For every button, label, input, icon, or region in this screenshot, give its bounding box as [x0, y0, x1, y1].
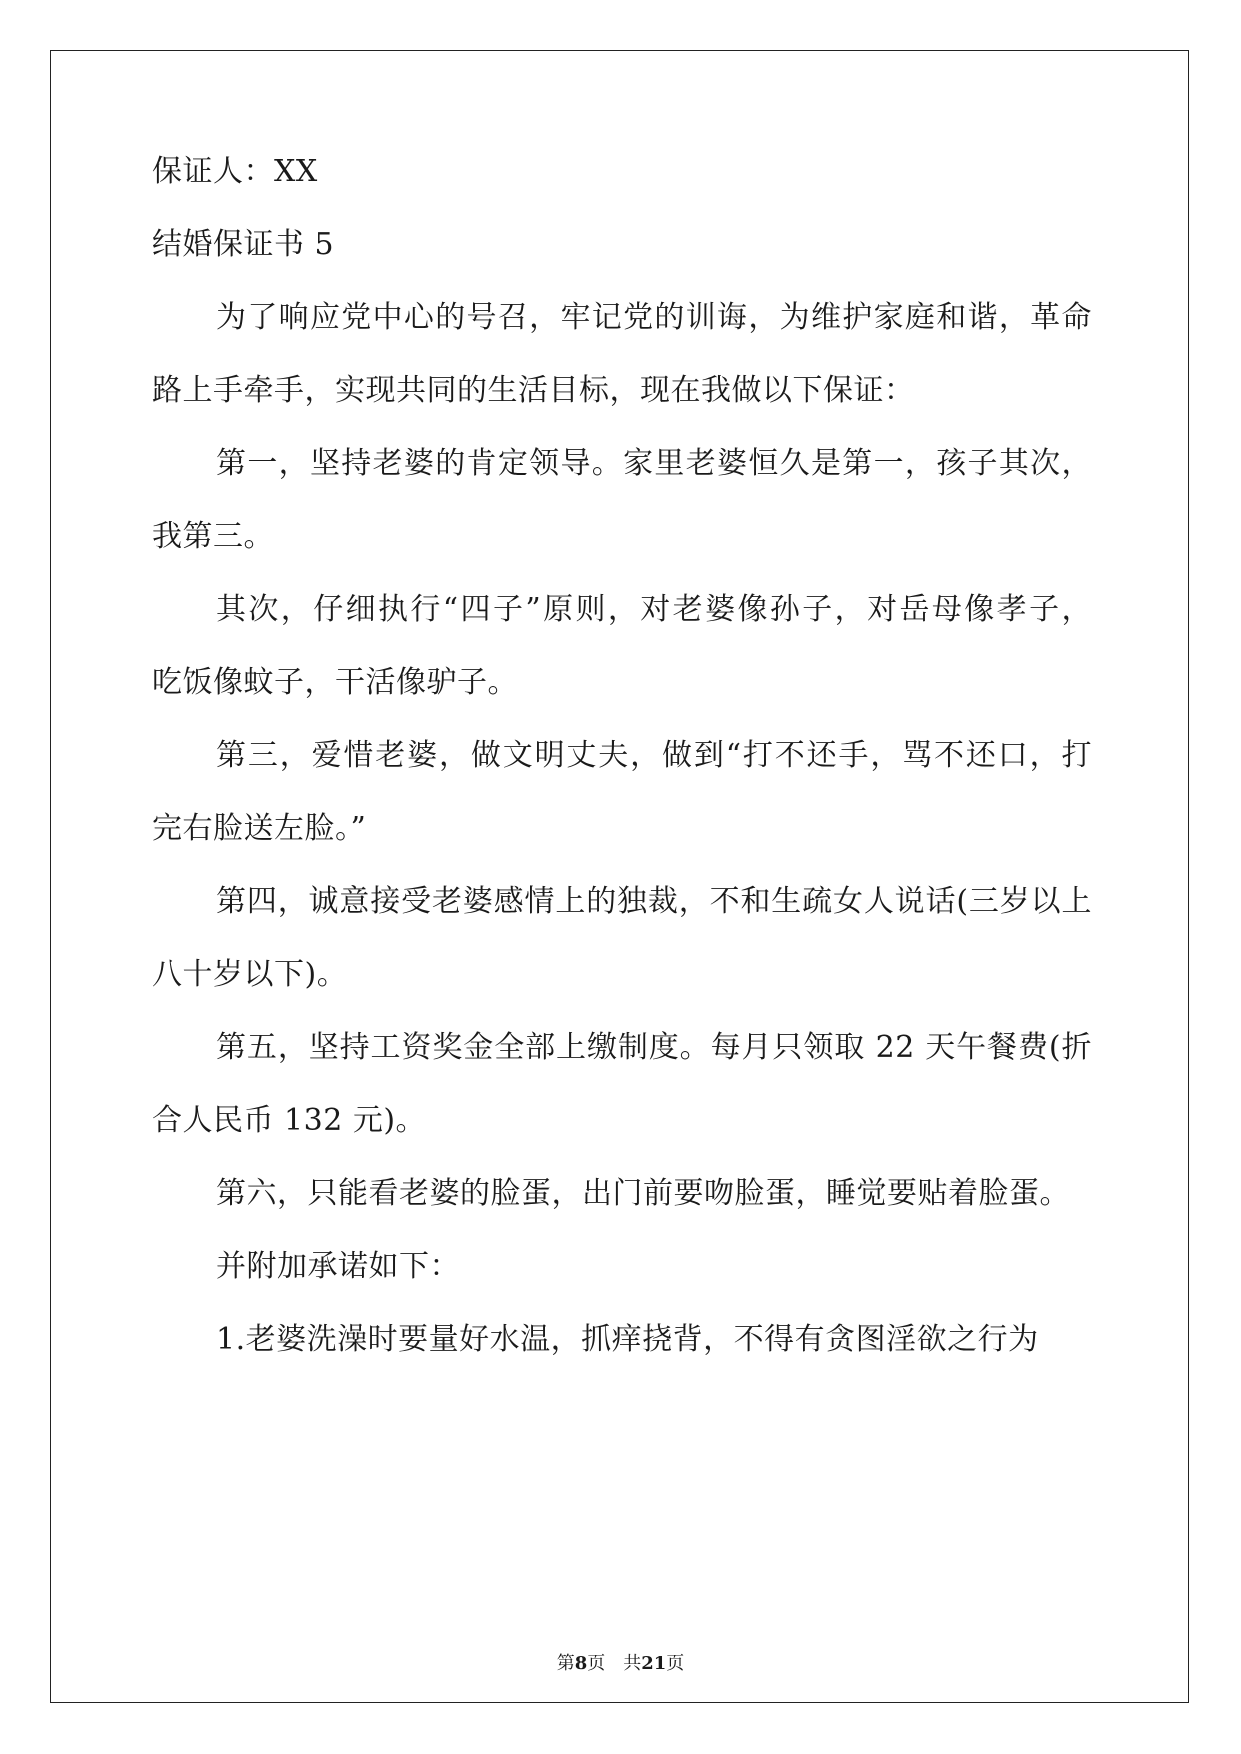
paragraph-line: 其次，仔细执行“四子”原则，对老婆像孙子，对岳母像孝子， [216, 592, 1092, 627]
section-heading: 结婚保证书 5 [152, 227, 335, 262]
page-prefix: 第 [556, 1653, 575, 1674]
page-number: 8 [574, 1653, 588, 1674]
total-prefix: 共 [623, 1653, 642, 1674]
paragraph-line: 八十岁以下)。 [152, 957, 348, 992]
page-suffix: 页 [587, 1653, 606, 1674]
paragraph-line: 我第三。 [152, 519, 274, 554]
paragraph-line: 路上手牵手，实现共同的生活目标，现在我做以下保证： [152, 373, 915, 408]
paragraph-line: 第三，爱惜老婆，做文明丈夫，做到“打不还手，骂不还口，打 [216, 738, 1092, 773]
paragraph-line: 第五，坚持工资奖金全部上缴制度。每月只领取 22 天午餐费(折 [216, 1030, 1092, 1065]
paragraph-line: 第四，诚意接受老婆感情上的独裁，不和生疏女人说话(三岁以上 [216, 884, 1092, 919]
list-item: 1.老婆洗澡时要量好水温，抓痒挠背，不得有贪图淫欲之行为 [216, 1322, 1039, 1357]
guarantor-line: 保证人：XX [152, 154, 318, 189]
paragraph-line: 为了响应党中心的号召，牢记党的训诲，为维护家庭和谐，革命 [216, 300, 1092, 335]
paragraph-line: 第一，坚持老婆的肯定领导。家里老婆恒久是第一，孩子其次， [216, 446, 1092, 481]
total-pages: 21 [641, 1653, 667, 1674]
paragraph-line: 第六，只能看老婆的脸蛋，出门前要吻脸蛋，睡觉要贴着脸蛋。 [216, 1176, 1070, 1211]
total-suffix: 页 [666, 1653, 685, 1674]
paragraph-line: 合人民币 132 元)。 [152, 1103, 427, 1138]
page-footer [0, 1652, 1241, 1676]
paragraph-line: 吃饭像蚊子，干活像驴子。 [152, 665, 518, 700]
paragraph-line: 并附加承诺如下： [216, 1249, 460, 1284]
paragraph-line: 完右脸送左脸。” [152, 811, 367, 846]
